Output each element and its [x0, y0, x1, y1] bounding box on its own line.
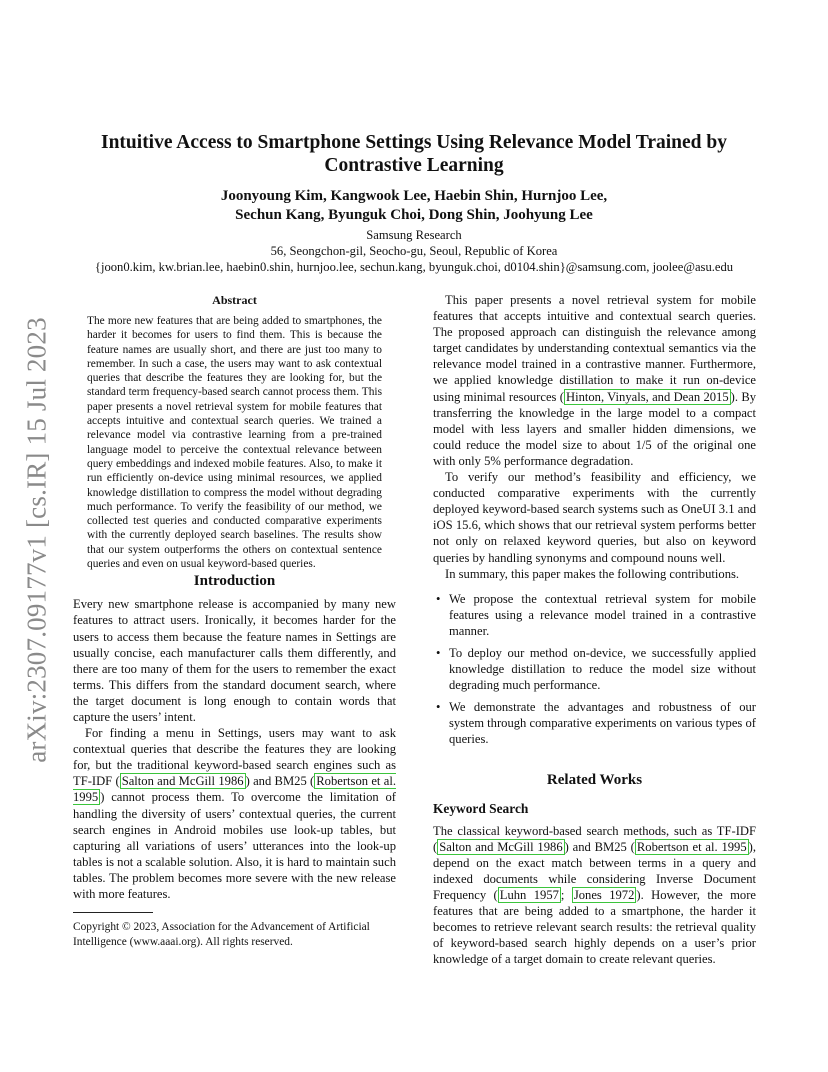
author-list — [60, 187, 768, 225]
contribution-item: • We propose the contextual retrieval system for mobile features using a relevance model trained in a contrastive manner. — [436, 591, 756, 638]
keyword-search-heading: Keyword Search — [433, 800, 529, 816]
abstract-heading: Abstract — [212, 293, 257, 307]
bullet-icon: • — [436, 591, 441, 606]
right-paragraph-1: This paper presents a novel retrieval system for mobile features that accepts intuitive and contextual search queries. The proposed approach can distinguish the relevance among target candidates by understanding contextual semantics via the relevance model trained in a contrastive manner. Furthermore, we applied knowledge distillation to make it run on-device using minimal resources ( Hinton, Vinyals, and Dean 2015 ). By transferring the knowledge in the large model to a compact model with less layers and smaller hidden dimensions, we could reduce the model size to about 1/5 of the original one with only 5% performance degradation. — [433, 293, 757, 468]
address: 56, Seongchon-gil, Seocho-gu, Seoul, Republic of Korea — [270, 244, 558, 258]
right-paragraph-3: In summary, this paper makes the following contributions. — [445, 566, 740, 581]
introduction-heading: Introduction — [193, 573, 276, 590]
keyword-search-paragraph: The classical keyword-based search methods, such as TF-IDF ( Salton and McGill 1986 ) and BM25 ( Robertson et al. 1995 ), depend on the exact match between terms in a query and indexed documents while considering Inverse Document Frequency ( Luhn 1957 ; Jones 1972 ). However, the more features that are being added to a smartphone, the harder it becomes to retrieve relevant search results: the retrieval quality of keyword-based search highly depends on a user’s prior knowledge of a target domain to create relevant queries. — [433, 823, 756, 967]
contribution-item: • To deploy our method on-device, we successfully applied knowledge distillation to reduce the model size without degrading much performance. — [436, 645, 756, 693]
abstract-body: The more new features that are being added to smartphones, the harder it becomes for users to find them. This is because the feature names are usually short, and there are just too many to remember. In such a case, the users may want to ask contextual queries that describe the features they are looking for, but the standard term frequency-based search cannot process them. This paper presents a novel retrieval system for mobile features that accepts intuitive and contextual search queries. We trained a relevance model via contrastive learning from a pre-trained language model to perceive the contextual relevance between query embeddings and indexed mobile features. Also, to make it run efficiently on-device using minimal resources, we applied knowledge distillation to compress the model without degrading much performance. To verify the feasibility of our method, we collected test queries and conducted comparative experiments with the currently deployed search baselines. The results show that our system outperforms the others on contextual sentence queries and even on usual keyword-based queries. — [87, 315, 382, 571]
citation-jones[interactable]: Jones 1972 — [573, 887, 635, 902]
bullet-icon: • — [436, 645, 441, 660]
related-works-heading: Related Works — [546, 771, 643, 788]
authors-line-1: Joonyoung Kim, Kangwook Lee, Haebin Shin, Hurnjoo Lee, — [220, 188, 608, 204]
contribution-item: • We demonstrate the advantages and robustness of our system through comparative experiments on various types of queries. — [436, 700, 756, 747]
intro-paragraph-1: Every new smartphone release is accompanied by many new features to attract users. Ironically, it becomes harder for the users to access them because the feature names in Settings are usually concise, each manufacturer calls them differently, and there are too many of them for the users to remember the exact terms. This differs from the standard document search, where the target document is long enough to contain words that capture the users’ intent. — [73, 597, 396, 724]
citation-robertson[interactable]: Robertson et al. 1995 — [73, 774, 396, 805]
citation-salton-mcgill[interactable]: Salton and McGill 1986 — [121, 774, 244, 789]
copyright-text: Copyright © 2023, Association for the Advancement of Artificial Intelligence (www.aaai.org). All rights reserved. — [73, 921, 370, 948]
arxiv-identifier-text: arXiv:2307.09177v1 [cs.IR] 15 Jul 2023 — [21, 317, 52, 763]
arxiv-identifier — [22, 300, 52, 780]
paper-title: Intuitive Access to Smartphone Settings Using Relevance Model Trained by Contrastive Learning — [101, 132, 727, 176]
intro-paragraph-2: For finding a menu in Settings, users may want to ask contextual queries that describe the features they are looking for, but the traditional keyword-based search engines such as TF-IDF ( Salton and McGill 1986 ) and BM25 ( Robertson et al. 1995 ) cannot process them. To overcome the limitation of handling the diversity of users’ contextual queries, the current search engines in Android mobiles use look-up tables, but capturing all variations of users’ utterances into the look-up tables is not a scalable solution. Also, it is hard to maintain such tables. The problem becomes more severe with the new release with more features. — [73, 726, 396, 902]
left-column — [73, 292, 396, 902]
authors-line-2: Sechun Kang, Byunguk Choi, Dong Shin, Joohyung Lee — [235, 207, 593, 223]
footnote-divider — [73, 912, 153, 913]
right-column — [433, 292, 756, 967]
contributions-list — [433, 591, 756, 748]
citation-robertson[interactable]: Robertson et al. 1995 — [636, 839, 747, 854]
emails: {joon0.kim, kw.brian.lee, haebin0.shin, hurnjoo.lee, sechun.kang, byunguk.choi, d0104.shin}@samsung.com, joolee@asu.edu — [94, 260, 734, 274]
bullet-icon: • — [436, 700, 441, 715]
affiliation-block — [40, 227, 788, 275]
citation-salton-mcgill[interactable]: Salton and McGill 1986 — [439, 839, 563, 854]
citation-luhn[interactable]: Luhn 1957 — [499, 887, 559, 902]
right-paragraph-2: To verify our method’s feasibility and efficiency, we conducted comparative experiments with the currently deployed keyword-based search systems such as OneUI 3.1 and iOS 15.6, which shows that our retrieval system performs better not only on relaxed keyword queries, but also on keyword queries by handling synonyms and compound nouns well. — [433, 470, 756, 565]
citation-hinton[interactable]: Hinton, Vinyals, and Dean 2015 — [565, 389, 729, 404]
copyright-footnote — [73, 912, 396, 949]
affiliation: Samsung Research — [366, 228, 462, 242]
